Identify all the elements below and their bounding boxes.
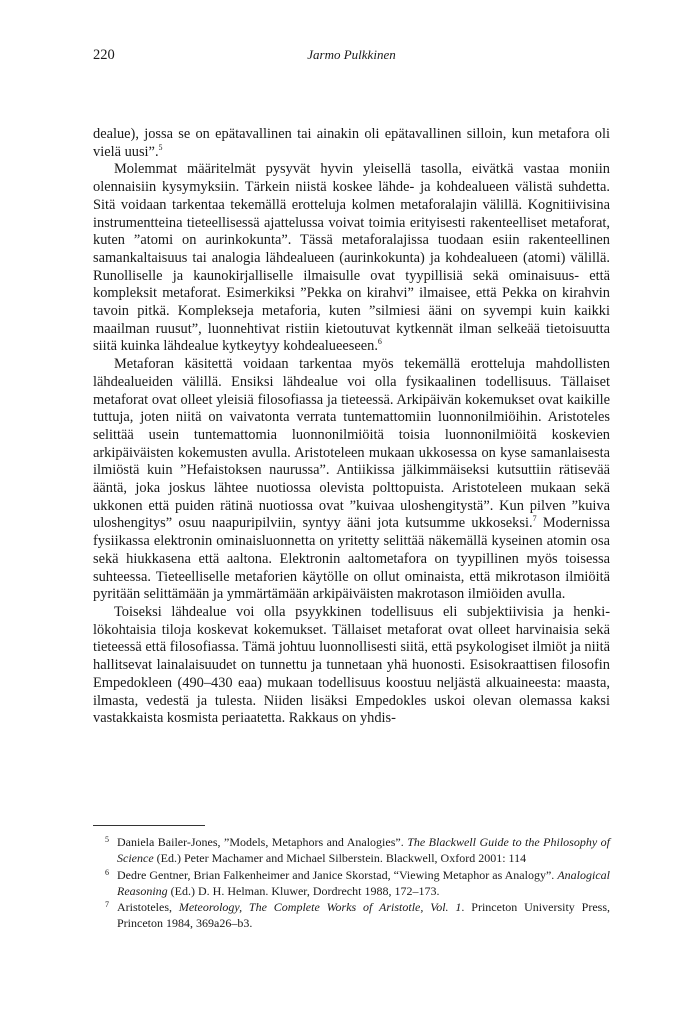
- paragraph-text: Molemmat määritelmät pysyvät hyvin yleisellä tasolla, eivätkä vastaa moniin olennaisiin kysymyksiin. Tärkein niistä koskee lähde- ja kohdealueen välistä suhdetta. Sitä voidaan tarkentaa tekemällä erotteluja kolmen metaforalajin välillä. Kognitiivisina instrumentteina tieteellisessä ajattelussa voivat toimia erityisesti rakenteelliset metaforat, kuten ”atomi on aurinkokunta”. Tässä metaforalajissa tuodaan esiin rakenteellinen samankaltaisuus tai analogia lähdealueen (aurinkokunta) ja kohdealueen (atomi) välillä. Runolliselle ja kaunokirjalliselle ilmaisulle ovat tyypillisiä sekä ominaisuus- että kompleksit metaforat. Esimerkiksi ”Pekka on kirahvi” ilmaisee, että Pekka on kirahvin tavoin pitkä. Komplekseja metaforia, kuten ”silmiesi ääni on syvempi kuin kaikki maailman ruusut”, luonnehtivat ristiin kietoutuvat kytkennät ilman selkeää tietoisuutta siitä kuinka lähdealue kytkeytyy kohdealueeseen.: [93, 161, 610, 355]
- paragraph: [93, 604, 610, 728]
- footnote-number: 5: [105, 835, 109, 844]
- footnote-divider: [93, 825, 205, 826]
- footnote-number: 6: [105, 867, 109, 877]
- footnote: [93, 867, 610, 900]
- running-head: Jarmo Pulkkinen: [307, 47, 396, 62]
- paragraph-text: Metaforan käsitettä voidaan tarkentaa myös tekemällä erotteluja mahdollisten lähdealueiden välillä. Ensiksi lähdealue voi olla fysikaalinen todellisuus. Tällaiset metaforat ovat olleet yleisiä filosofiassa ja tieteessä. Arkipäivän kokemukset ovat kaikille tuttuja, joten niitä on vaivatonta verrata tuntemattomiin luonnonilmiöihin. Aristoteles selittää usein tuntemattomia luonnonilmiöitä toisia luonnonilmiöitä koskevien arkipäiväisten kokemusten avulla. Aristoteleen mukaan ukkosessa on kyse samanlaisesta ilmiöstä kuin ”Hefaistoksen naurussa”. Antiikissa jälkimmäiseksi kutsuttiin rätisevää ääntä, joka joskus lähtee nuotiossa olevista polttopuista. Aristoteleen mukaan sekä ukkonen että puiden rätinä nuotiossa ovat ”kuivaa uloshengitystä”. Kun pilven ”kuiva uloshengitys” osuu naapuripilviin, syntyy ääni jota kutsumme ukkoseksi.: [93, 356, 610, 532]
- footnote-title: Meteorology, The Complete Works of Aristotle, Vol. 1: [178, 900, 462, 915]
- page: [93, 47, 610, 728]
- footnote-number: 7: [105, 900, 109, 910]
- footnote-title: The Blackwell Guide to the Philosophy of Science: [117, 835, 610, 866]
- paragraph: [93, 356, 610, 604]
- paragraph-text: Modernissa fysiikassa elektronin ominaisluonnetta on yritetty selittää näkemällä kyseinen atomin osa sekä hiukkasena että aaltona. Elektronin aaltometafora on tyypillinen myös toisessa suhteessa. Tieteelliselle metaforien käytölle on ollut ominaista, että mikrotason ilmiöitä pyritään selittämään ja ymmärtämään arkipäiväisten makrotason ilmiöiden avulla.: [93, 515, 610, 603]
- footnote-reference[interactable]: 6: [377, 337, 382, 347]
- footnote-text: Daniela Bailer-Jones, ”Models, Metaphors and Analogies”.: [117, 835, 408, 849]
- footnote: [93, 834, 610, 867]
- footnote-text: Aristoteles,: [117, 900, 179, 915]
- footnote-text: (Ed.) D. H. Helman. Kluwer, Dordrecht 1988, 172–173.: [167, 883, 440, 898]
- footnote-reference[interactable]: 5: [158, 142, 163, 152]
- page-number: 220: [93, 47, 115, 63]
- paragraph-text: Toiseksi lähdealue voi olla psyykkinen todellisuus eli subjektiivisia ja henkilökohtaisia tiloja koskevat kokemukset. Tällaiset metaforat ovat olleet harvinaisia sekä tieteessä että filosofiassa. Tämä johtuu luonnollisesti siitä, että psykologiset ilmiöt ja niitä hallitsevat lainalaisuudet on tunnettu ja tunnetaan yhä huonosti. Esisokraattisen filosofin Empedokleen (490–430 eaa) mukaan todellisuus koostuu neljästä alkuaineesta: maasta, ilmasta, vedestä ja tulesta. Niiden lisäksi Empedokles uskoi olevan olemassa kaksi vastakkaista kosmista periaatetta. Rakkaus on yhdis-: [93, 603, 610, 727]
- footnote-text: . Princeton University Press, Princeton 1984, 369a26–b3.: [117, 900, 610, 931]
- paragraph: [93, 126, 610, 161]
- footnote-title: Analogical Reasoning: [117, 867, 610, 898]
- footnotes: [93, 834, 610, 932]
- page-header: [93, 47, 610, 69]
- paragraph-text: dealue), jossa se on epätavallinen tai ainakin oli epätavallinen silloin, kun metafora oli vielä uusi”.: [93, 126, 610, 160]
- paragraph: [93, 161, 610, 356]
- footnote-text: Dedre Gentner, Brian Falkenheimer and Janice Skorstad, “Viewing Metaphor as Analogy”.: [117, 867, 558, 882]
- body-text: [93, 126, 610, 728]
- footnote-text: (Ed.) Peter Machamer and Michael Silberstein. Blackwell, Oxford 2001: 114: [153, 851, 527, 866]
- footnote-reference[interactable]: 7: [532, 514, 537, 524]
- footnote: [93, 899, 610, 932]
